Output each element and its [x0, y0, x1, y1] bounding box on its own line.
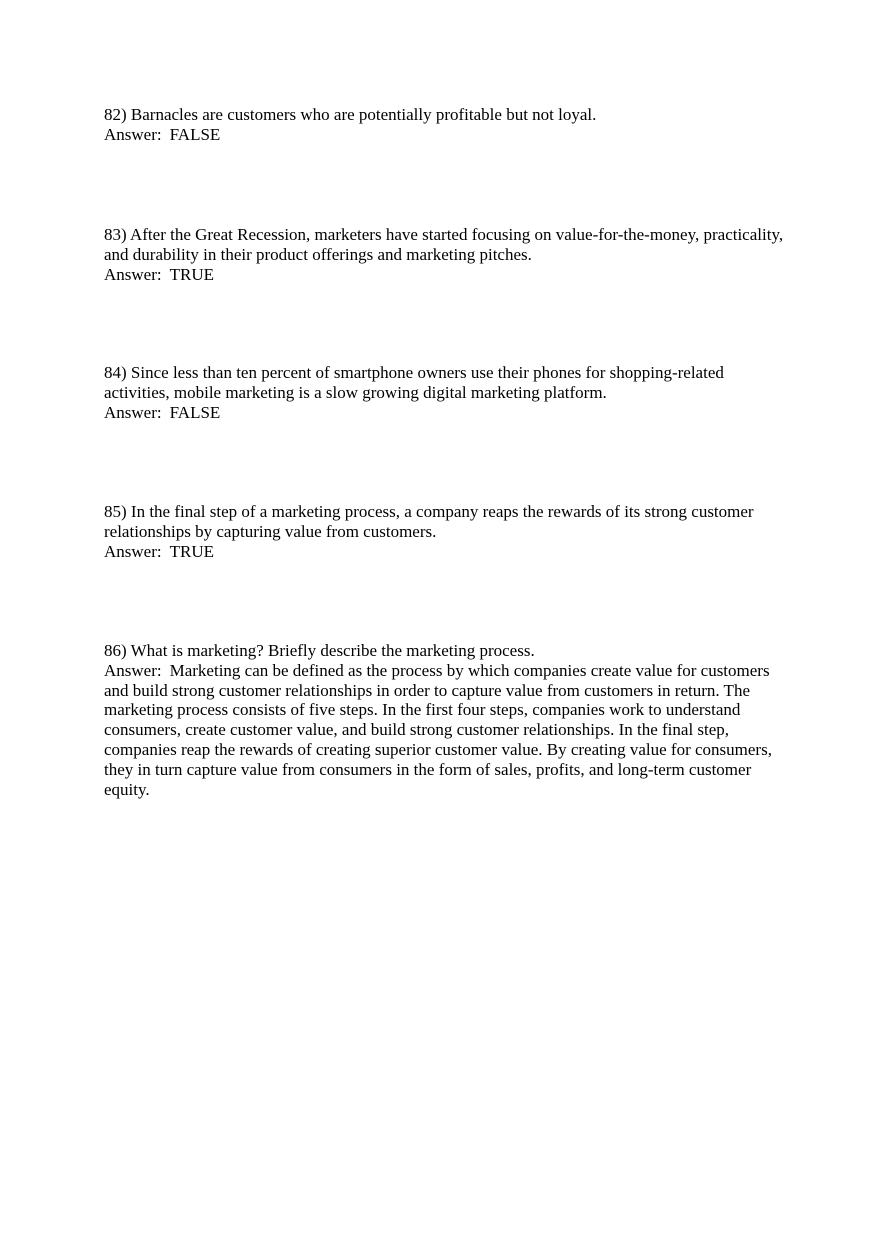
answer-value: FALSE [169, 124, 221, 144]
answer-line [104, 403, 784, 423]
question-86 [104, 641, 784, 799]
question-body: Barnacles are customers who are potentially profitable but not loyal. [130, 105, 597, 124]
question-84 [104, 363, 784, 422]
question-number: 86) [104, 641, 127, 660]
question-text [104, 502, 784, 542]
answer-line [104, 661, 784, 800]
question-number: 84) [104, 363, 127, 382]
answer-value: TRUE [169, 541, 214, 561]
question-number: 85) [104, 502, 127, 521]
question-text [104, 641, 784, 661]
question-text [104, 225, 784, 265]
question-body: Since less than ten percent of smartphone owners use their phones for shopping-related activities, mobile marketing is a slow growing digital marketing platform. [104, 363, 724, 402]
answer-line [104, 265, 784, 285]
question-text [104, 363, 784, 403]
question-82 [104, 105, 784, 145]
question-body: What is marketing? Briefly describe the marketing process. [130, 641, 535, 660]
answer-label: Answer: [104, 541, 162, 561]
answer-label: Answer: [104, 124, 162, 144]
answer-value: TRUE [169, 264, 214, 284]
answer-label: Answer: [104, 264, 162, 284]
question-body: In the final step of a marketing process, a company reaps the rewards of its strong customer relationships by capturing value from customers. [104, 502, 754, 541]
question-text [104, 105, 784, 125]
answer-line [104, 542, 784, 562]
answer-value: Marketing can be defined as the process by which companies create value for customers and build strong customer relationships in order to capture value from customers in return. The marketing process consists of five steps. In the first four steps, companies work to understand consumers, create customer value, and build strong customer relationships. In the final step, companies reap the rewards of creating superior customer value. By creating value for consumers, they in turn capture value from consumers in the form of sales, profits, and long-term customer equity. [104, 660, 772, 799]
answer-value: FALSE [169, 402, 221, 422]
question-number: 82) [104, 105, 127, 124]
question-85 [104, 502, 784, 561]
question-body: After the Great Recession, marketers have started focusing on value-for-the-money, practicality, and durability in their product offerings and marketing pitches. [104, 225, 784, 264]
answer-label: Answer: [104, 660, 162, 680]
answer-line [104, 125, 784, 145]
question-83 [104, 225, 784, 284]
question-number: 83) [104, 225, 127, 244]
answer-label: Answer: [104, 402, 162, 422]
